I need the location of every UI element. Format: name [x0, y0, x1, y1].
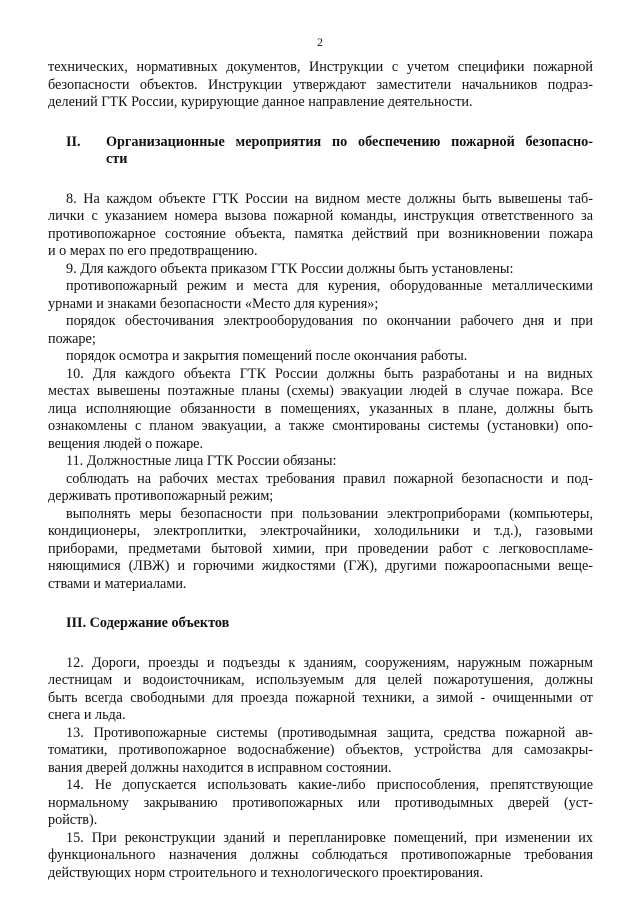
text-line: противопожарный режим и места для курения, оборудованные металлическими — [66, 278, 593, 294]
heading-line: III. Содержание объектов — [66, 615, 230, 631]
text-line: 8. На каждом объекте ГТК России на видном месте должны быть вывешены таб- — [66, 190, 593, 207]
text-line: ознакомлены с планом эвакуации, а также смонтированы системы (установки) опо- — [48, 418, 593, 434]
heading-line: сти — [106, 151, 128, 167]
text-line: действующих норм строительного и технологического проектирования. — [48, 864, 484, 881]
text-line: 9. Для каждого объекта приказом ГТК России должны быть установлены: — [66, 260, 514, 277]
text-line: соблюдать на рабочих местах требования правил пожарной безопасности и под- — [66, 470, 593, 487]
text-line: вания дверей должны находится в исправном состоянии. — [48, 759, 392, 776]
text-line: лички с указанием номера вызова пожарной команды, инструкция ответственного за — [48, 208, 593, 224]
text-line: безопасности объектов. Инструкции утверждают заместители начальников подраз- — [48, 76, 593, 93]
text-line: лица исполняющие обязанности в помещениях, указанных в плане, должны быть — [48, 400, 593, 417]
text-line: ройств). — [48, 812, 98, 828]
text-line: технических, нормативных документов, Инструкции с учетом специфики пожарной — [48, 59, 593, 75]
paragraph-8 — [48, 191, 593, 261]
document-body — [48, 59, 593, 882]
text-line: 12. Дороги, проезды и подъезды к зданиям, сооружениям, наружным пожарным — [66, 654, 593, 671]
text-line: 14. Не допускается использовать какие-либо приспособления, препятствующие — [66, 777, 593, 793]
section-3-heading — [48, 615, 593, 633]
text-line: нормальному закрыванию противопожарных или противодымных дверей (уст- — [48, 794, 593, 811]
text-line: держивать противопожарный режим; — [48, 488, 274, 504]
paragraph-11-item-rules — [48, 471, 593, 506]
paragraph-9-item-inspection — [48, 348, 593, 366]
text-line: лестницам и водоисточникам, используемым для целей пожаротушения, должны — [48, 672, 593, 688]
section-3-body — [48, 655, 593, 883]
paragraph-10 — [48, 366, 593, 454]
text-line: пожаре; — [48, 330, 96, 347]
text-line: снега и льда. — [48, 707, 126, 723]
text-line: и о мерах по его предотвращению. — [48, 243, 258, 259]
text-line: 10. Для каждого объекта ГТК России должны быть разработаны и на видных — [66, 365, 593, 382]
section-2-number: II. — [66, 133, 81, 150]
text-line: функционального назначения должны соблюдаться противопожарные требования — [48, 847, 593, 863]
text-line: томатики, противопожарное водоснабжение) объектов, устройства для самозакры- — [48, 742, 593, 758]
page-number: 2 — [317, 35, 323, 49]
text-line: местах вывешены поэтажные планы (схемы) эвакуации людей в случае пожара. Все — [48, 383, 593, 399]
text-line: противопожарное состояние объекта, памятка действий при возникновении пожара — [48, 225, 593, 242]
paragraph-9 — [48, 261, 593, 279]
paragraph-15 — [48, 830, 593, 883]
text-line: быть всегда свободными для проезда пожарной техники, а зимой - очищенными от — [48, 689, 593, 706]
section-2-heading — [48, 134, 593, 169]
text-line: няющимися (ЛВЖ) и горючими жидкостями (ГЖ), другими пожароопасными веще- — [48, 558, 593, 574]
paragraph-12 — [48, 655, 593, 725]
text-line: 11. Должностные лица ГТК России обязаны: — [66, 453, 337, 469]
text-line: порядок обесточивания электрооборудования по окончании рабочего дня и при — [66, 313, 593, 329]
paragraph-11 — [48, 453, 593, 471]
text-line: 15. При реконструкции зданий и перепланировке помещений, при изменении их — [66, 829, 593, 846]
text-line: кондиционеры, электроплитки, электрочайники, холодильники и т.д.), газовыми — [48, 523, 593, 539]
paragraph-13 — [48, 725, 593, 778]
paragraph-9-item-power — [48, 313, 593, 348]
paragraph-11-item-safety — [48, 506, 593, 594]
text-line: вещения людей о пожаре. — [48, 435, 204, 452]
section-2-body — [48, 191, 593, 594]
text-line: выполнять меры безопасности при пользовании электроприборами (компьютеры, — [66, 505, 593, 522]
text-line: порядок осмотра и закрытия помещений после окончания работы. — [66, 348, 468, 364]
text-line: приборами, предметами бытовой химии, при проведении работ с легковоспламе- — [48, 540, 593, 557]
paragraph-14 — [48, 777, 593, 830]
text-line: ствами и материалами. — [48, 575, 187, 592]
text-line: 13. Противопожарные системы (противодымная защита, средства пожарной ав- — [66, 724, 593, 741]
text-line: делений ГТК России, курирующие данное направление деятельности. — [48, 94, 473, 110]
intro-paragraph — [48, 59, 593, 112]
text-line: урнами и знаками безопасности «Место для курения»; — [48, 295, 379, 312]
paragraph-9-item-smoking — [48, 278, 593, 313]
heading-line: Организационные мероприятия по обеспечению пожарной безопасно- — [106, 133, 593, 150]
